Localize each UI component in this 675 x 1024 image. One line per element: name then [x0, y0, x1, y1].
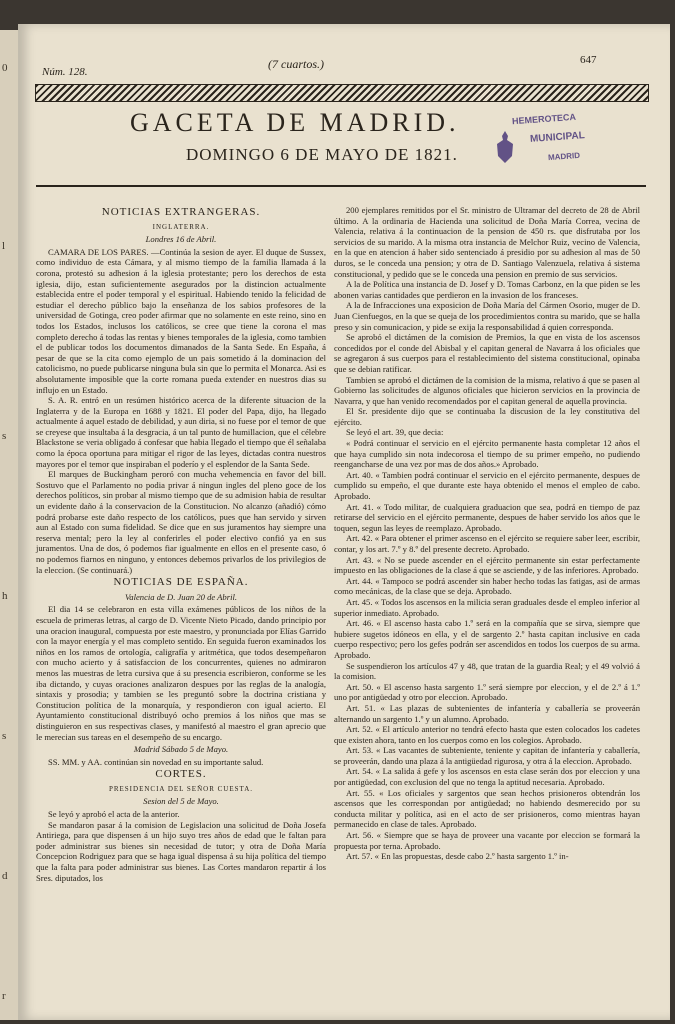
section-subtitle: PRESIDENCIA DEL SEÑOR CUESTA. — [108, 784, 254, 793]
paragraph: Se suspendieron los artículos 47 y 48, que tratan de la guardia Real; y el 49 volvió á la comision. — [334, 660, 640, 682]
margin-char: l — [2, 240, 6, 252]
paragraph: Art. 53. « Las vacantes de subteniente, teniente y capitan de infantería y caballería, se proveerán, dando una plaza á la antigüedad rigurosa, y otra á la eleccion. Aprobado. — [334, 745, 640, 766]
decorative-band — [35, 84, 649, 102]
dateline: Sesion del 5 de Mayo. — [143, 796, 219, 807]
paragraph: Se mandaron pasar á la comision de Legislacion una solicitud de Doña Josefa Antiriega, para que dispensen á un hijo suyo tres años de edad que le faltan para poder administrar sus bienes sin necesidad de tutor; y otra de Doña María Concepcion Rodriguez para que se haga igual dispensa á su hija política del tiempo que la falta para poder administrar sus bienes. Las Cortes mandaron repartir á los Sres. diputados, los — [36, 819, 326, 883]
paragraph: Art. 56. « Siempre que se haya de proveer una vacante por eleccion se formará la propuesta por terna. Aprobado. — [334, 830, 640, 851]
margin-char: s — [2, 430, 7, 442]
stamp-line-1: HEMEROTECA — [511, 111, 577, 127]
page-number: 647 — [580, 54, 597, 66]
paragraph: CAMARA DE LOS PARES. —Continúa la sesion de ayer. El duque de Sussex, como individuo de esta Cámara, y al mismo tiempo de la familia llamada á la corona, protestó su adhesion á la iglesia protestante; pero los derechos de esta iglesia, dijo, estan suficientemente asegurados por la distincion actualmente establecida entre el poder temporal y el espiritual. Habiendo tenido la felicidad de estudiar el derecho público bajo la enseñanza de los sabios profesores de la universidad de Gotinga, creo poder afirmar que no solamente en este reino, sino en todos los Estados, inclusos los católicos, se cree que tiene la corona el mas completo derecho á todas las rentas y bienes temporales de la iglesia, como tambien el de publicar todos los documentos dimanados de la Santa Sede. En España, á pesar de que se la cita como ejemplo de un pais sometido á la dominacion del catolicismo, no puede publicarse ninguna bula sin que lo permita el Monarca. Asi es absolutamente imposible que la corte romana pueda extender en nuestros dias su influjo en un Estado. — [36, 246, 326, 395]
paragraph: Art. 40. « Tambien podrá continuar el servicio en el ejército permanente, despues de cumplido su empeño, el que durante este haya obtenido el menos el empleo de cabo. Aprobado. — [334, 469, 640, 502]
masthead-rule — [36, 185, 646, 187]
paragraph: Art. 54. « La salida á gefe y los ascensos en esta clase serán dos por eleccion y una por antigüedad, con exclusion del que no tenga la aptitud necesaria. Aprobado. — [334, 766, 640, 788]
paragraph: Art. 57. « En las propuestas, desde cabo 2.º hasta sargento 1.º in- — [346, 851, 569, 862]
section-title: NOTICIAS EXTRANGERAS. — [101, 206, 261, 218]
paragraph: El dia 14 se celebraron en esta villa exámenes públicos de los niños de la escuela de primeras letras, al cargo de D. Vicente Nieto Picado, dando principio por una oracion inaugural, compuesta por este maestro, y pronunciada por Elías Garrido con la mayor energía y el mas completo sentido. En seguida fueron examinados los niños en los ramos de ortología, caligrafía y aritmética, que todos desempeñaron con mucho acierto y á satisfaccion de los concurrentes, quienes no admiraron menos las muestras de letra cursiva que á su presencia escribieron, conforme se les iba dictando, y cuyas oraciones analizaron despues por las reglas de la analogía, sintaxis y prosodia; y tambien se les preguntó sobre la doctrina cristiana y Constitucion política de la monarquía, y respondieron con igual acierto. El Ayuntamiento constitucional distribuyó ocho premios á los niños que mas se distinguieron en sus respectivas clases, y manifestó al maestro el gran aprecio que le merecian sus tareas en el desempeño de su encargo. — [36, 604, 326, 742]
stamp-line-2: MUNICIPAL — [529, 130, 586, 145]
paragraph: SS. MM. y AA. continúan sin novedad en su importante salud. — [48, 756, 264, 767]
margin-char: h — [2, 590, 8, 602]
paragraph: Art. 41. « Todo militar, de cualquiera graduacion que sea, podrá en tiempo de paz retirarse del servicio en el ejército permanente, despues de haber servido los años que le toquen, segun las leyes de reemplazo. Aprobado. — [334, 501, 640, 533]
paragraph: El Sr. presidente dijo que se continuaba la discusion de la ley constitutiva del ejército. — [334, 406, 640, 427]
margin-char: s — [2, 730, 7, 742]
dateline: Madrid Sábado 5 de Mayo. — [133, 744, 229, 755]
paragraph: Art. 50. « El ascenso hasta sargento 1.º será siempre por eleccion, y el de 2.º á 1.º uno por antigüedad y otro por eleccion. Aprobado. — [334, 681, 640, 703]
stamp-line-3: MADRID — [547, 150, 581, 163]
adjacent-page-edge — [0, 30, 20, 1020]
paragraph: Art. 46. « El ascenso hasta cabo 1.º será en la compañía que se sirva, siempre que hubiere sugetos idóneos en ella, y el de sargento 2.º hasta capitan inclusive en cada cuerpo respectivo; pero los gefes podrán ser ascendidos en todos los cuerpos de su arma. Aprobado. — [334, 618, 640, 660]
masthead-date: DOMINGO 6 DE MAYO DE 1821. — [186, 145, 458, 164]
paragraph: Se aprobó el dictámen de la comision de Premios, la que en vista de los ascensos concedidos por el conde del Abisbal y el capitan general de Navarra á los oficiales que se agregaron á sus cuerpos para el restablecimiento del sistema constitucional, opinaba que se debian ratificar. — [334, 332, 640, 374]
paragraph: Art. 55. « Los oficiales y sargentos que sean hechos prisioneros obtendrán los ascensos que les correspondan por antigüedad; no habiendo desmerecido por su conducta militar y política, asi en el acto de ser prisioneros, como mientras hayan permanecido en clase de tales. Aprobado. — [334, 787, 640, 830]
paragraph: Art. 42. « Para obtener el primer ascenso en el ejército se requiere saber leer, escribir, contar, y los art. 7.º y 8.º del presente decreto. Aprobado. — [334, 533, 640, 554]
section-country: INGLATERRA. — [152, 222, 210, 231]
section-title: NOTICIAS DE ESPAÑA. — [113, 576, 249, 589]
paragraph: A la de Política una instancia de D. Josef y D. Tomas Carbonz, en la que piden se les abonen varias cantidades que perdieron en la invasion de los franceses. — [334, 279, 640, 300]
margin-char: 0 — [2, 62, 8, 74]
paragraph: S. A. R. entró en un resúmen histórico acerca de la diferente situacion de la Inglaterra y de la Europa en 1688 y 1821. El poder del Papa, dijo, ha llegado actualmente á aquel estado de debilidad, y aun diria, si no fuese por el temor de que se creyese que insultaba á la desgracia, á un tal punto de humillacion, que el célebre Blackstone se veria obligado á confesar que habia llegado el tiempo que él señalaba como la época oportuna para mitigar el rigor de las leyes, dictadas contra nuestros mayores por el temor que inspiraban el poderío y el esplendor de la Santa Sede. — [36, 395, 326, 469]
paragraph: 200 ejemplares remitidos por el Sr. ministro de Ultramar del decreto de 28 de Abril último. A la ordinaria de Hacienda una solicitud de Doña María Correa, vecina de Valencia, relativa á la continuacion de la pension de 450 rs. que disfrutaba por los servicios de su marido. A la misma otra instancia de Melchor Ruiz, vecino de Valencia, en la que en atencion á haber sido sentenciado á presidio por su adhesion al mas de 50 duros, se le conceda una pension; y otra de D. Santiago Valenzuela, relativa á sistema constitucional, y pedido que se le conceda una pension en premio de sus servicios. — [334, 205, 640, 279]
paragraph: Se leyó el art. 39, que decia: — [346, 427, 444, 438]
paragraph: Tambien se aprobó el dictámen de la comision de la misma, relativo á que se pasen al Gobierno las solicitudes de algunos oficiales que hicieron servicios en la provincia de Navarra, y que han venido recomendados por el capitan general de aquella provincia. — [334, 374, 640, 406]
paragraph: Se leyó y aprobó el acta de la anterior. — [48, 809, 180, 820]
library-stamp — [490, 110, 640, 176]
paragraph: Art. 51. « Las plazas de subtenientes de infantería y caballería se proveerán alternando un sargento 1.º y un alumno. Aprobado. — [334, 702, 640, 724]
column-right — [334, 205, 640, 862]
paragraph: « Podrá continuar el servicio en el ejército permanente hasta completar 12 años el que haya cumplido sin nota indecorosa el tiempo de su primer empeño, no pudiendo reengancharse de una vez por mas de dos años.» Aprobado. — [334, 438, 640, 470]
issue-number: Núm. 128. — [42, 66, 88, 78]
margin-char: d — [2, 870, 8, 882]
paragraph: El marques de Buckingham peroró con mucha vehemencia en favor del bill. Sostuvo que el Parlamento no podia privar á ningun ingles del pleno goce de los derechos políticos, sin probar al mismo tiempo que de su admision habia de resultar un evidente daño á la conservacion de la Constitucion. No alcanzo (añadió) cómo podrá probarse este daño respecto de los católicos, pues que han servido y sirven aun al Estado con suma fidelidad. Se dice que en sus juramentos hay siempre una reserva mental; pero la ley al conferirles el poder electivo confió ya en sus juramentos. Una de dos, ó podemos fiar igualmente en ellos en el presente caso, ó no podemos fiarnos en ninguno, y entonces debemos privarlos de los privilegios de la eleccion. (Se continuará.) — [36, 469, 326, 575]
dateline: Londres 16 de Abril. — [145, 234, 217, 245]
masthead-title: GACETA DE MADRID. — [130, 108, 460, 137]
paragraph: A la de Infracciones una exposicion de Doña María del Cármen Osorio, muger de D. Juan Cienfuegos, en la que se queja de los procedimientos contra su marido, que se halla preso y sin comunicacion, y pide se exija la responsabilidad á quien corresponda. — [334, 300, 640, 332]
dateline: Valencia de D. Juan 20 de Abril. — [124, 591, 238, 602]
paragraph: Art. 43. « No se puede ascender en el ejército permanente sin estar perfectamente impuesto en las obligaciones de la clase á que se asciende, y de las inferiores. Aprobado. — [334, 554, 640, 576]
section-title: CORTES. — [155, 768, 207, 781]
column-left — [36, 205, 326, 883]
paragraph: Art. 45. « Todos los ascensos en la milicia seran graduales desde el empleo inferior al superior inmediato. Aprobado. — [334, 596, 640, 618]
crest-icon — [494, 130, 516, 164]
margin-char: r — [2, 990, 6, 1002]
paragraph: Art. 52. « El artículo anterior no tendrá efecto hasta que esten colocados los cadetes que existen ahora, tanto en los cuerpos como en los colegios. Aprobado. — [334, 724, 640, 745]
paragraph: Art. 44. « Tampoco se podrá ascender sin haber hecho todas las fatigas, asi de armas como mecánicas, de la clase que se deja. Aprobado. — [334, 575, 640, 597]
issue-price: (7 cuartos.) — [268, 57, 324, 71]
